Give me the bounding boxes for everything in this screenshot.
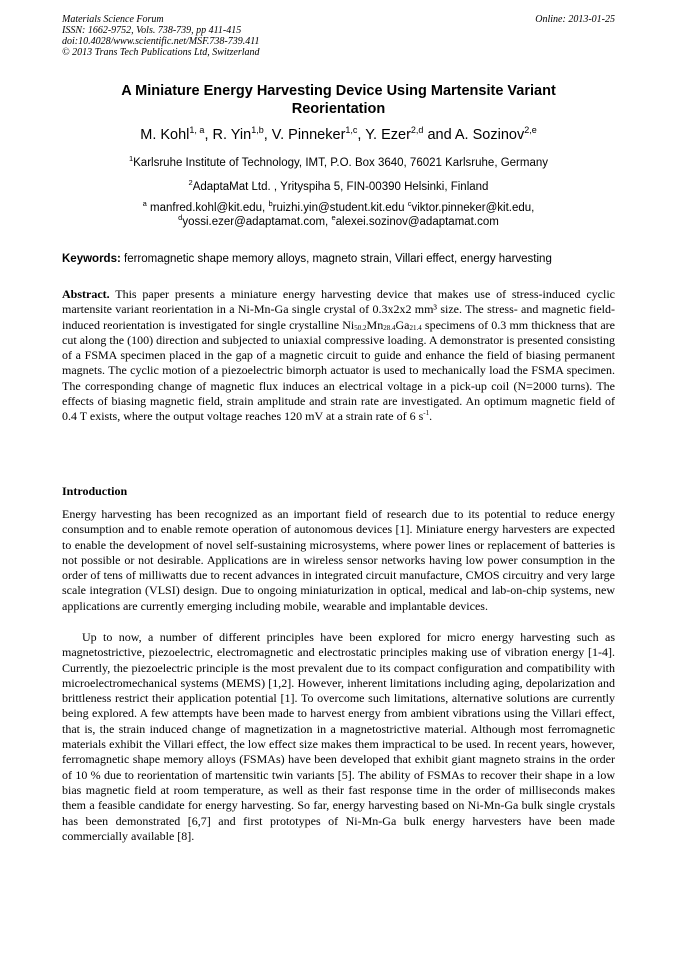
email-line-1 <box>62 201 615 215</box>
affiliation-2 <box>62 180 615 194</box>
email-e-marker: e <box>331 213 336 222</box>
introduction-heading: Introduction <box>62 484 128 498</box>
journal-header <box>62 14 615 58</box>
author-and: and <box>427 127 452 143</box>
paper-title <box>62 82 615 118</box>
email-sozinov: alexei.sozinov@adaptamat.com <box>335 216 499 228</box>
affiliation-1 <box>62 156 615 170</box>
keywords-label: Keywords: <box>62 253 121 265</box>
ni-subscript: 50.2 <box>354 323 367 332</box>
keywords-text: ferromagnetic shape memory alloys, magneto strain, Villari effect, energy harvesting <box>124 253 552 265</box>
email-a-marker: a <box>142 199 147 208</box>
title-line-1: A Miniature Energy Harvesting Device Using Martensite Variant <box>121 83 556 99</box>
author-yin-affil: 1,b <box>251 125 264 135</box>
abstract <box>62 287 615 425</box>
author-yin: R. Yin <box>212 127 252 143</box>
email-kohl: manfred.kohl@kit.edu, <box>150 202 266 214</box>
affiliation-1-text: Karlsruhe Institute of Technology, IMT, P.O. Box 3640, 76021 Karlsruhe, Germany <box>133 157 549 169</box>
email-b-marker: b <box>268 199 273 208</box>
ga-subscript: 21.4 <box>409 323 422 332</box>
doi-line: doi:10.4028/www.scientific.net/MSF.738-739.411 <box>62 36 260 47</box>
affiliation-2-text: AdaptaMat Ltd. , Yrityspiha 5, FIN-00390 Helsinki, Finland <box>192 181 489 193</box>
introduction-paragraph-1: Energy harvesting has been recognized as an important field of research due to its potential to reduce energy consumption and to enable remote operation of autonomous devices [1]. Miniature energy harvesters are expected to enable the development of novel self-sustaining microsystems, where power lines or replacement of batteries is not possible or not desirable. Applications are in wireless sensor networks having low power consumption in the order of tens of milliwatts due to recent advances in integrated circuit manufacture, CMOS circuitry and very large scale integration (VLSI) design. Due to ongoing miniaturization in optical, medical and lab-on-chip systems, new applications are currently emerging including mobile, wearable and implantable devices. <box>62 507 615 613</box>
abstract-label: Abstract. <box>62 287 110 301</box>
online-date: Online: 2013-01-25 <box>535 14 615 25</box>
email-line-2 <box>62 215 615 229</box>
author-sozinov: A. Sozinov <box>454 127 525 143</box>
mn-symbol: Mn <box>366 317 384 332</box>
author-kohl: M. Kohl <box>140 127 190 143</box>
author-sozinov-affil: 2,e <box>524 125 537 135</box>
email-pinneker: viktor.pinneker@kit.edu, <box>411 202 535 214</box>
email-c-marker: c <box>407 199 412 208</box>
introduction-paragraph-2: Up to now, a number of different principles have been explored for micro energy harvesting such as magnetostrictive, piezoelectric, electromagnetic and electrostatic principles making use of vibration energy [1-4]. Currently, the piezoelectric principle is the most prevalent due to its compact configuration and compatibility with microelectromechanical systems (MEMS) [1,2]. However, inherent limitations including aging, depolarization and brittleness restrict their application potential [1]. To overcome such limitations, alternative solutions are currently being explored. A few attempts have been made to harvest energy from ambient vibrations using the Villari effect, that is, the strain induced change of magnetization in a magnetostrictive material. Although most ferromagnetic materials exhibit the Villari effect, the low effect size makes them impractical to be used. In recent years, however, ferromagnetic shape memory alloys (FSMAs) have been developed that exhibit giant magneto strains in the order of 10 % due to reorientation of martensitic twin variants [5]. The ability of FSMAs to recover their shape in a low bias magnetic field at room temperature, as well as their fast response time in the order of milliseconds makes them a feasible candidate for energy harvesting. So far, energy harvesting based on Ni-Mn-Ga bulk single crystals has been demonstrated [6,7] and first prototypes of Ni-Mn-Ga bulk energy harvesters have been made commercially available [8]. <box>62 630 615 843</box>
author-list: M. Kohl$^{1, a}$, R. Yin$^{1,b}$, V. Pinneker$^{1,c}$, Y. Ezer$^{2,d}$ and A. Sozinov$^{2,e}$ <box>140 125 537 143</box>
affiliation-1-marker: 1 <box>128 154 134 163</box>
abstract-end: . <box>429 409 433 424</box>
ga-symbol: Ga <box>395 317 410 332</box>
abstract-text-1: This paper presents a miniature energy harvesting device that makes use of stress-induced cyclic martensite variant reorientation in a Ni-Mn-Ga single crystal of 0.3x2x2 mm³ size. The stress- and magnetic field-induced reorientation is investigated for single crystalline Ni <box>62 287 615 332</box>
email-ezer: yossi.ezer@adaptamat.com, <box>182 216 329 228</box>
strain-rate-exponent: -1 <box>423 409 430 418</box>
email-yin: ruizhi.yin@student.kit.edu <box>272 202 405 214</box>
keywords <box>62 252 615 266</box>
issn-line: ISSN: 1662-9752, Vols. 738-739, pp 411-415 <box>62 25 242 36</box>
author-ezer-affil: 2,d <box>410 125 424 135</box>
author-ezer: Y. Ezer <box>365 127 411 143</box>
author-kohl-affil: 1, a <box>189 125 205 135</box>
affiliation-2-marker: 2 <box>188 178 193 187</box>
author-pinneker: V. Pinneker <box>271 127 346 143</box>
author-pinneker-affil: 1,c <box>345 125 358 135</box>
copyright-line: © 2013 Trans Tech Publications Ltd, Switzerland <box>62 47 260 58</box>
email-d-marker: d <box>178 213 183 222</box>
mn-subscript: 28.4 <box>383 323 396 332</box>
journal-name: Materials Science Forum <box>62 14 164 25</box>
title-line-2: Reorientation <box>291 101 386 117</box>
abstract-text-2: specimens of 0.3 mm thickness that are cut along the (100) direction and subjected to uniaxial compressive loading. A demonstrator is presented consisting of a FSMA specimen placed in the gap of a magnetic circuit to guide and enhance the field of biasing permanent magnets. The cyclic motion of a piezoelectric bimorph actuator is used to mechanically load the FSMA specimen. The corresponding change of magnetic flux induces an electrical voltage in a pick-up coil (N=2000 turns). The effects of biasing magnetic field, strain amplitude and strain rate are investigated. An optimum magnetic field of 0.4 T exists, where the output voltage reaches 120 mV at a strain rate of 6 s <box>62 317 616 424</box>
